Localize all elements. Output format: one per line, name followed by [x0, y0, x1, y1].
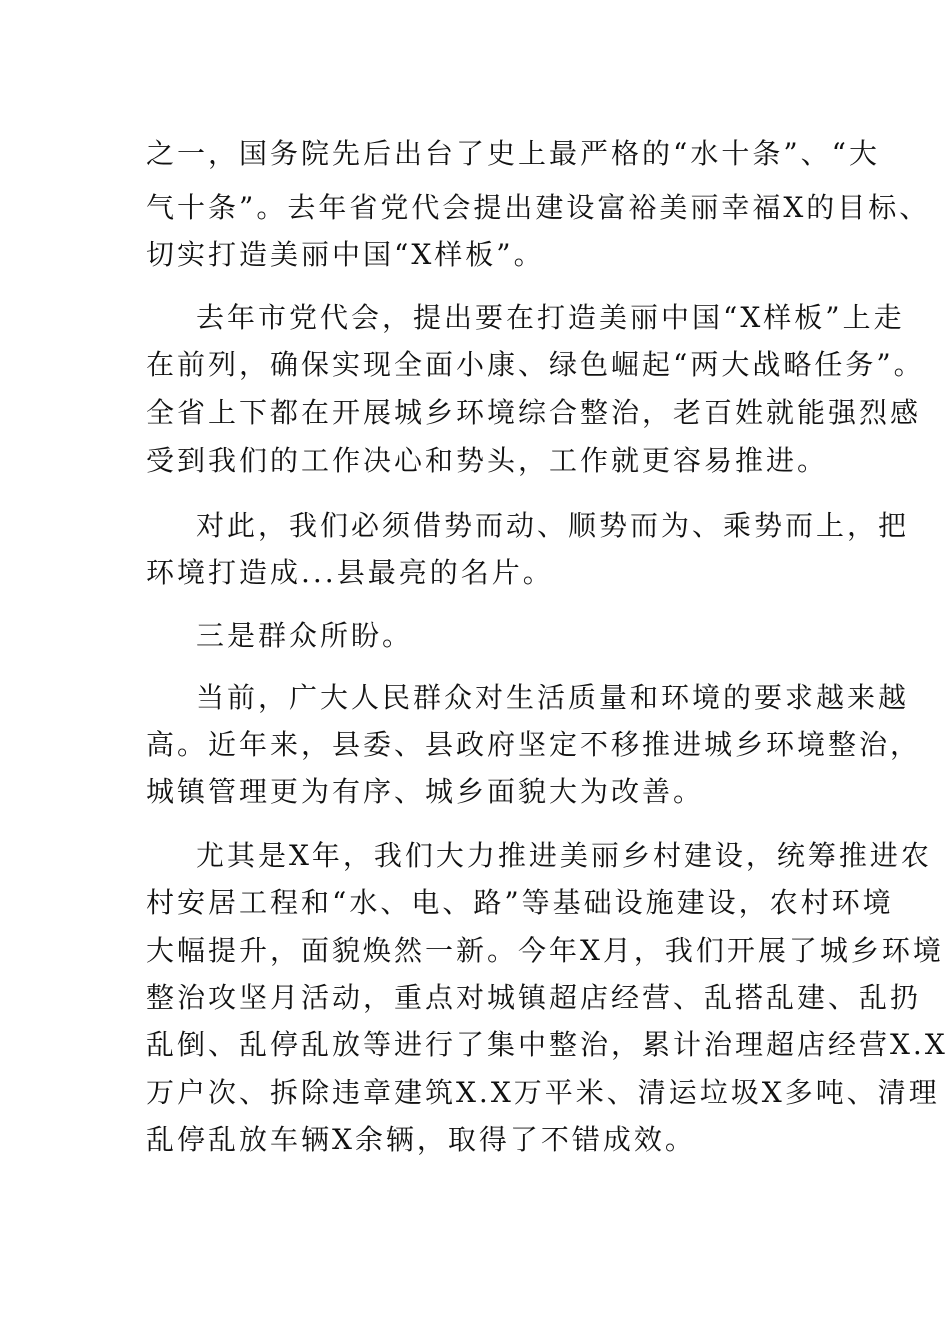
paragraph-4-line-1: 三是群众所盼。 — [196, 619, 414, 652]
paragraph-5-line-2: 高。近年来，县委、县政府坚定不移推进城乡环境整治， — [146, 728, 922, 761]
paragraph-6-line-7: 乱停乱放车辆X余辆，取得了不错成效。 — [146, 1123, 696, 1156]
paragraph-6-line-2: 村安居工程和“水、电、路”等基础设施建设，农村环境 — [146, 886, 894, 919]
paragraph-6-line-4: 整治攻坚月活动，重点对城镇超店经营、乱搭乱建、乱扔 — [146, 981, 922, 1014]
paragraph-1-line-3: 切实打造美丽中国“X样板”。 — [146, 238, 545, 271]
paragraph-2-line-2: 在前列，确保实现全面小康、绿色崛起“两大战略任务”。 — [146, 348, 925, 381]
paragraph-5-line-3: 城镇管理更为有序、城乡面貌大为改善。 — [146, 775, 705, 808]
paragraph-2-line-1: 去年市党代会，提出要在打造美丽中国“X样板”上走 — [196, 301, 905, 334]
paragraph-3-line-1: 对此，我们必须借势而动、顺势而为、乘势而上，把 — [196, 509, 910, 542]
paragraph-1-line-1: 之一，国务院先后出台了史上最严格的“水十条”、“大 — [146, 137, 880, 170]
paragraph-3-line-2: 环境打造成...县最亮的名片。 — [146, 556, 554, 589]
paragraph-5-line-1: 当前，广大人民群众对生活质量和环境的要求越来越 — [196, 681, 910, 714]
paragraph-6-line-5: 乱倒、乱停乱放等进行了集中整治，累计治理超店经营X.X — [146, 1028, 948, 1061]
paragraph-6-line-6: 万户次、拆除违章建筑X.X万平米、清运垃圾X多吨、清理 — [146, 1076, 940, 1109]
paragraph-6-line-3: 大幅提升，面貌焕然一新。今年X月，我们开展了城乡环境 — [146, 934, 944, 967]
paragraph-2-line-3: 全省上下都在开展城乡环境综合整治，老百姓就能强烈感 — [146, 396, 922, 429]
paragraph-6-line-1: 尤其是X年，我们大力推进美丽乡村建设，统筹推进农 — [196, 839, 932, 872]
paragraph-2-line-4: 受到我们的工作决心和势头，工作就更容易推进。 — [146, 444, 829, 477]
paragraph-1-line-2: 气十条”。去年省党代会提出建设富裕美丽幸福X的目标、 — [146, 191, 931, 224]
